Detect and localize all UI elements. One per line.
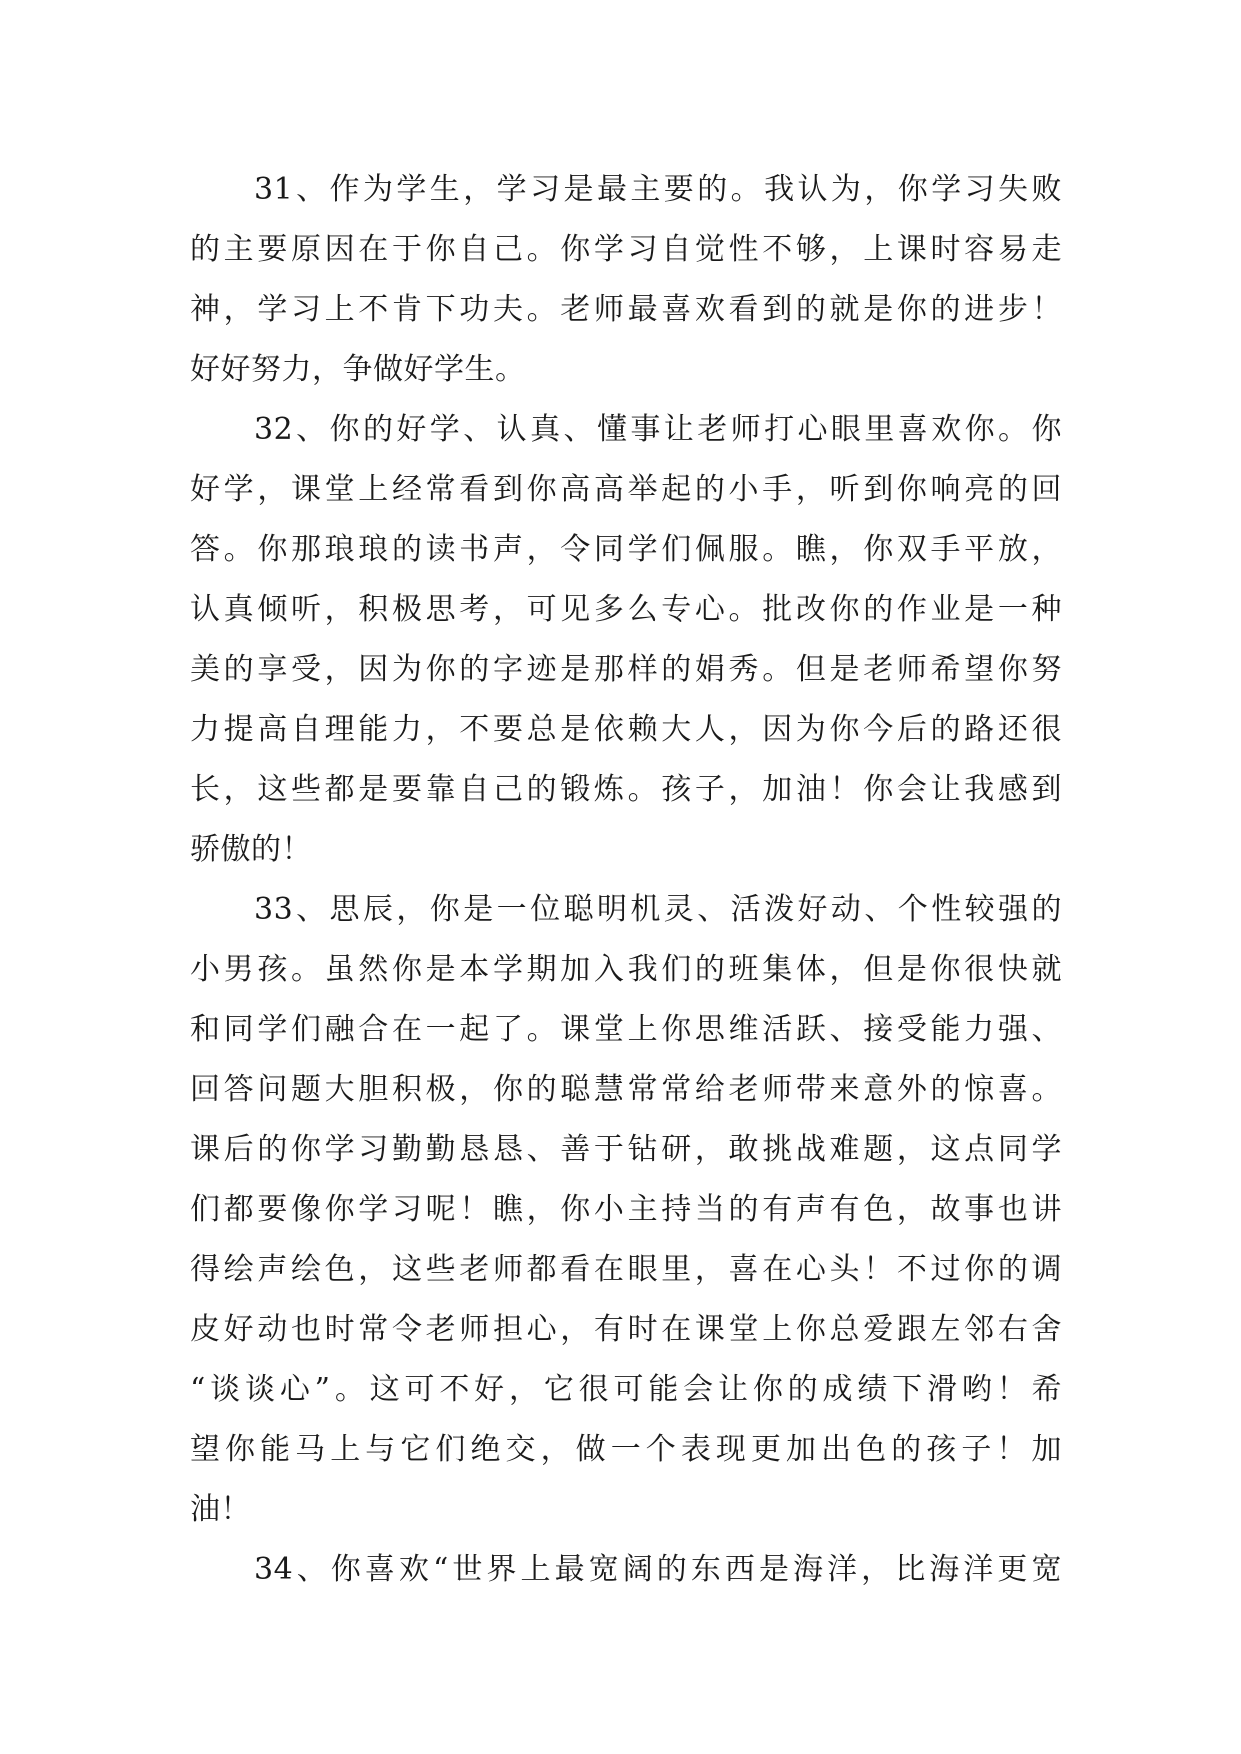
- text-line: 们都要像你学习呢！瞧，你小主持当的有声有色，故事也讲: [190, 1192, 1062, 1227]
- text-line: 好学，课堂上经常看到你高高举起的小手，听到你响亮的回: [190, 472, 1062, 507]
- text-line: 皮好动也时常令老师担心，有时在课堂上你总爱跟左邻右舍: [190, 1312, 1062, 1347]
- text-line: 骄傲的！: [190, 832, 312, 867]
- text-line: 32、你的好学、认真、懂事让老师打心眼里喜欢你。你: [254, 412, 1062, 447]
- text-line: 力提高自理能力，不要总是依赖大人，因为你今后的路还很: [190, 712, 1062, 747]
- text-line: “谈谈心”。这可不好，它很可能会让你的成绩下滑哟！希: [190, 1372, 1062, 1407]
- text-line: 答。你那琅琅的读书声，令同学们佩服。瞧，你双手平放，: [190, 532, 1062, 567]
- text-line: 长，这些都是要靠自己的锻炼。孩子，加油！你会让我感到: [190, 772, 1062, 807]
- text-line: 31、作为学生，学习是最主要的。我认为，你学习失败: [254, 172, 1062, 207]
- text-line: 油！: [190, 1492, 251, 1527]
- text-line: 小男孩。虽然你是本学期加入我们的班集体，但是你很快就: [190, 952, 1062, 987]
- text-line: 认真倾听，积极思考，可见多么专心。批改你的作业是一种: [190, 592, 1062, 627]
- text-line: 美的享受，因为你的字迹是那样的娟秀。但是老师希望你努: [190, 652, 1062, 687]
- text-line: 课后的你学习勤勤恳恳、善于钻研，敢挑战难题，这点同学: [190, 1132, 1062, 1167]
- text-line: 望你能马上与它们绝交，做一个表现更加出色的孩子！加: [190, 1432, 1062, 1467]
- text-line: 34、你喜欢“世界上最宽阔的东西是海洋，比海洋更宽: [254, 1552, 1062, 1587]
- document-body: [190, 160, 1062, 1600]
- text-line: 和同学们融合在一起了。课堂上你思维活跃、接受能力强、: [190, 1012, 1062, 1047]
- text-line: 好好努力，争做好学生。: [190, 352, 526, 387]
- text-line: 33、思辰，你是一位聪明机灵、活泼好动、个性较强的: [254, 892, 1062, 927]
- text-line: 的主要原因在于你自己。你学习自觉性不够，上课时容易走: [190, 232, 1062, 267]
- text-line: 神，学习上不肯下功夫。老师最喜欢看到的就是你的进步！: [190, 292, 1062, 327]
- text-line: 得绘声绘色，这些老师都看在眼里，喜在心头！不过你的调: [190, 1252, 1062, 1287]
- text-line: 回答问题大胆积极，你的聪慧常常给老师带来意外的惊喜。: [190, 1072, 1062, 1107]
